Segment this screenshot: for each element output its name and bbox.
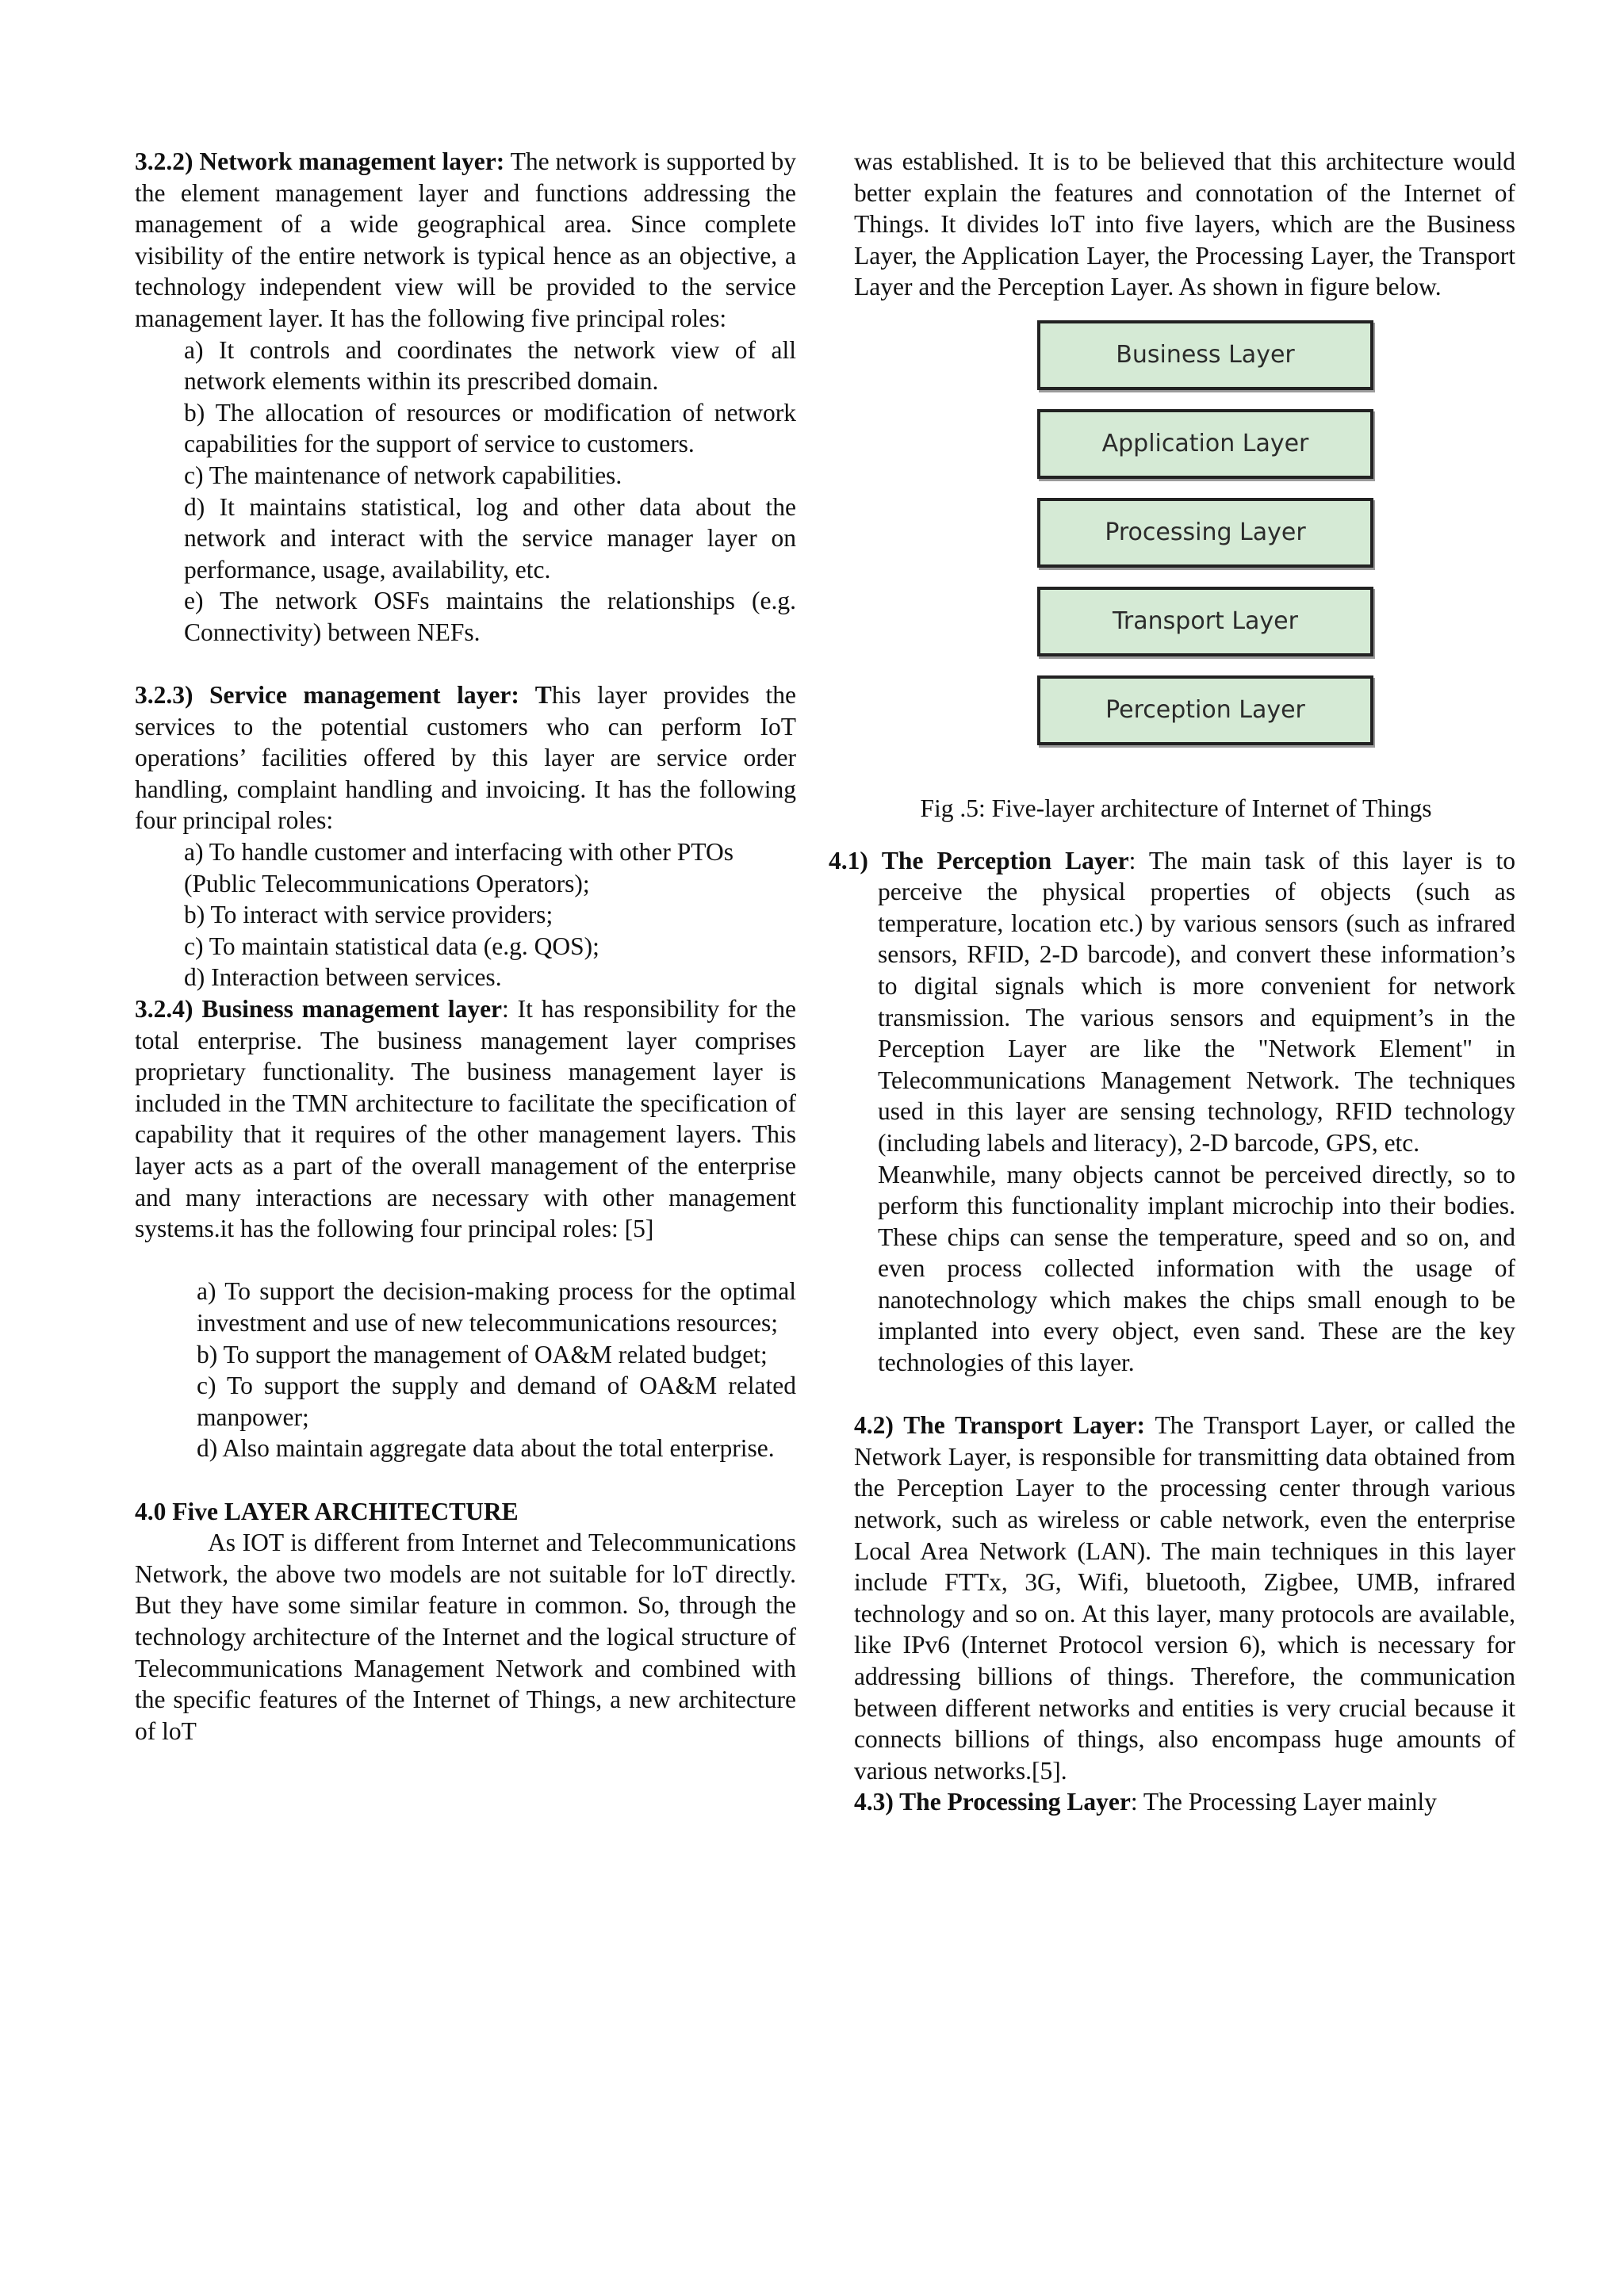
right-column [829, 146, 1515, 1818]
section-4-3-body: : The Processing Layer mainly [1130, 1788, 1437, 1816]
section-3-2-4-heading: 3.2.4) Business management layer [135, 995, 503, 1024]
list-item: c) To support the supply and demand of OA&M related manpower; [197, 1372, 796, 1431]
section-3-2-3 [135, 679, 796, 836]
section-4-2-heading: 4.2) The Transport Layer: [854, 1411, 1146, 1440]
right-intro: was established. It is to be believed that this architecture would better explain the features and connotation of the Internet of Things. It divides loT into five layers, which are the Business Layer, the Application Layer, the Processing Layer, the Transport Layer and the Perception Layer. As shown in figure below. [854, 147, 1515, 301]
section-3-2-2 [135, 146, 796, 335]
section-4-0-body: As IOT is different from Internet and Telecommunications Network, the above two models are not suitable for loT directly. But they have some similar feature in common. So, through the technology architecture of the Internet and the logical structure of Telecommunications Management Network and combined with the specific features of the Internet of Things, a new architecture of loT [135, 1529, 796, 1745]
processing-layer-box: Processing Layer [1037, 498, 1373, 568]
list-item: d) It maintains statistical, log and other data about the network and interact with the service manager layer on performance, usage, availability, etc. [184, 492, 796, 584]
section-3-2-4 [135, 993, 796, 1245]
section-4-2-body: The Transport Layer, or called the Network Layer, is responsible for transmitting data obtained from the Perception Layer to the processing center through various network, such as wireless or cable network, even the enterprise Local Area Network (LAN). The main techniques in this layer include FTTx, 3G, Wifi, bluetooth, Zigbee, UMB, infrared technology and so on. At this layer, many protocols are available, like IPv6 (Internet Protocol version 6), which is necessary for addressing billions of things. Therefore, the communication between different networks and entities is very crucial because it connects billions of things, also encompass huge amounts of various networks.[5]. [854, 1411, 1515, 1785]
section-4-1-number: 4.1) [829, 846, 868, 874]
figure-caption: Fig .5: Five-layer architecture of Internet of Things [920, 794, 1432, 822]
list-item: b) To support the management of OA&M related budget; [197, 1340, 768, 1368]
section-4-2 [829, 1410, 1515, 1786]
section-3-2-4-body: : It has responsibility for the total enterprise. The business management layer comprises proprietary functionality. The business management layer is included in the TMN architecture to facilitate the specification of capability that it requires of the other management layers. This layer acts as a part of the overall management of the enterprise and many interactions are necessary with other management systems.it has the following four principal roles: [5] [135, 995, 796, 1243]
list-item: b) The allocation of resources or modification of network capabilities for the support of service to customers. [184, 398, 796, 458]
five-layer-figure [1037, 320, 1396, 788]
section-3-2-2-body: The network is supported by the element management layer and functions addressing the management of a wide geographical area. Since complete visibility of the entire network is typical hence as an objective, a technology independent view will be provided to the service management layer. It has the following five principal roles: [135, 147, 797, 332]
section-4-3 [829, 1786, 1515, 1818]
section-4-1-body: : The main task of this layer is to perceive the physical properties of objects (such as temperature, location etc.) by various sensors (such as infrared sensors, RFID, 2-D barcode), and convert these information’s to digital signals which is more convenient for network transmission. The various sensors and equipment’s in the Perception Layer are like the "Network Element" in Telecommunications Management Network. The techniques used in this layer are sensing technology, RFID technology (including labels and literacy), 2-D barcode, GPS, etc. [878, 846, 1516, 1157]
section-4-1-heading: The Perception Layer [881, 846, 1129, 874]
list-item: a) It controls and coordinates the network view of all network elements within its prescribed domain. [184, 335, 796, 396]
network-roles-list [135, 335, 796, 649]
service-roles-list [135, 836, 796, 993]
list-item: d) Also maintain aggregate data about the total enterprise. [197, 1434, 775, 1463]
business-layer-box: Business Layer [1037, 320, 1373, 390]
left-column [135, 146, 796, 1747]
list-item: e) The network OSFs maintains the relationships (e.g. Connectivity) between NEFs. [184, 587, 796, 646]
application-layer-box: Application Layer [1037, 409, 1373, 479]
list-item: c) The maintenance of network capabilities. [184, 461, 622, 489]
business-roles-list [135, 1276, 796, 1464]
section-3-2-2-heading: 3.2.2) Network management layer: [135, 147, 505, 175]
section-4-1-body-2: Meanwhile, many objects cannot be perceived directly, so to perform this functionality implant microchip into their bodies. These chips can sense the temperature, speed and so on, and even process collected information with the usage of nanotechnology which makes the chips small enough to be implanted into every object, even sand. These are the key technologies of this layer. [878, 1160, 1515, 1377]
perception-layer-box: Perception Layer [1037, 675, 1373, 745]
section-3-2-3-body: his layer provides the services to the potential customers who can perform IoT operations’ facilities offered by this layer are service order handling, complaint handling and invoicing. It has the following four principal roles: [135, 681, 796, 835]
list-item: c) To maintain statistical data (e.g. QOS); [184, 932, 599, 960]
list-item: d) Interaction between services. [184, 963, 502, 992]
list-item: a) To handle customer and interfacing with other PTOs (Public Telecommunications Operators); [184, 838, 733, 897]
section-4-3-heading: 4.3) The Processing Layer [854, 1788, 1131, 1816]
section-4-0-heading: 4.0 Five LAYER ARCHITECTURE [135, 1497, 519, 1525]
section-4-1 [829, 845, 1515, 1379]
transport-layer-box: Transport Layer [1037, 587, 1373, 656]
list-item: b) To interact with service providers; [184, 901, 553, 929]
list-item: a) To support the decision-making process for the optimal investment and use of new telecommunications resources; [197, 1277, 796, 1337]
section-3-2-3-heading: 3.2.3) Service management layer: T [135, 681, 552, 710]
